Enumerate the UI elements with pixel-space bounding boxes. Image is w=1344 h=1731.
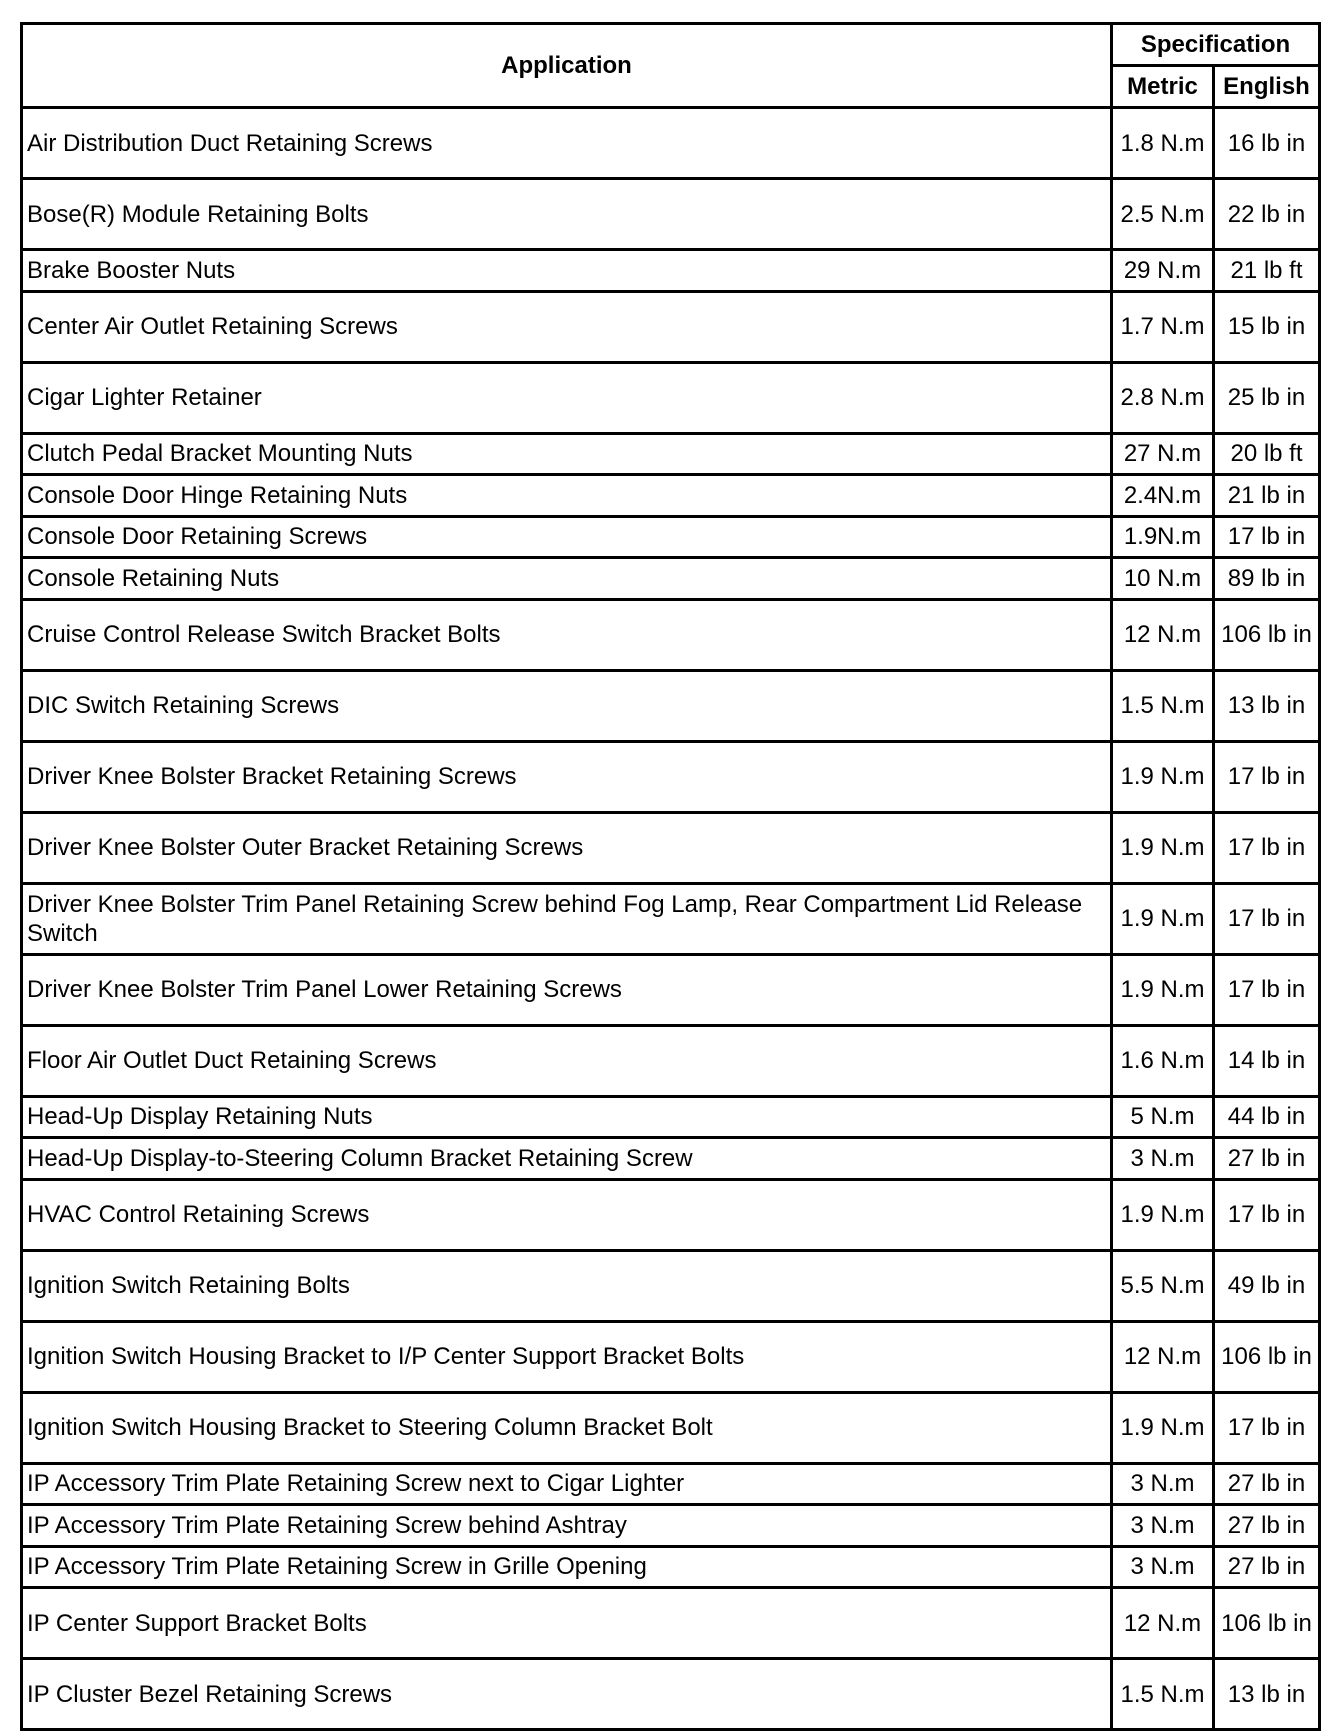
application-cell: Driver Knee Bolster Outer Bracket Retaining Screws xyxy=(22,812,1112,883)
application-cell: Driver Knee Bolster Trim Panel Retaining Screw behind Fog Lamp, Rear Compartment Lid Release Switch xyxy=(22,883,1112,954)
application-cell: Console Door Hinge Retaining Nuts xyxy=(22,475,1112,517)
metric-cell: 1.9 N.m xyxy=(1112,1392,1214,1463)
metric-cell: 2.5 N.m xyxy=(1112,179,1214,250)
english-cell: 17 lb in xyxy=(1214,883,1320,954)
application-cell: Air Distribution Duct Retaining Screws xyxy=(22,108,1112,179)
metric-cell: 1.9 N.m xyxy=(1112,883,1214,954)
application-cell: Brake Booster Nuts xyxy=(22,250,1112,292)
specification-header: Specification xyxy=(1112,24,1320,66)
metric-cell: 3 N.m xyxy=(1112,1505,1214,1547)
metric-cell: 1.8 N.m xyxy=(1112,108,1214,179)
table-row xyxy=(22,1179,1320,1250)
table-row xyxy=(22,433,1320,475)
english-cell: 106 lb in xyxy=(1214,599,1320,670)
table-row xyxy=(22,362,1320,433)
english-cell: 13 lb in xyxy=(1214,670,1320,741)
english-cell: 17 lb in xyxy=(1214,954,1320,1025)
application-cell: Ignition Switch Housing Bracket to Steering Column Bracket Bolt xyxy=(22,1392,1112,1463)
english-cell: 27 lb in xyxy=(1214,1505,1320,1547)
torque-spec-table xyxy=(20,22,1321,1731)
english-cell: 106 lb in xyxy=(1214,1588,1320,1659)
table-row xyxy=(22,1138,1320,1180)
english-cell: 17 lb in xyxy=(1214,812,1320,883)
metric-cell: 3 N.m xyxy=(1112,1546,1214,1588)
table-row xyxy=(22,599,1320,670)
application-cell: Center Air Outlet Retaining Screws xyxy=(22,291,1112,362)
metric-cell: 1.9 N.m xyxy=(1112,954,1214,1025)
table-row xyxy=(22,108,1320,179)
application-cell: IP Accessory Trim Plate Retaining Screw behind Ashtray xyxy=(22,1505,1112,1547)
metric-cell: 1.9 N.m xyxy=(1112,741,1214,812)
english-cell: 27 lb in xyxy=(1214,1546,1320,1588)
application-cell: Bose(R) Module Retaining Bolts xyxy=(22,179,1112,250)
application-cell: Cigar Lighter Retainer xyxy=(22,362,1112,433)
metric-cell: 3 N.m xyxy=(1112,1138,1214,1180)
application-cell: Driver Knee Bolster Bracket Retaining Screws xyxy=(22,741,1112,812)
table-row xyxy=(22,1546,1320,1588)
application-cell: Ignition Switch Retaining Bolts xyxy=(22,1250,1112,1321)
english-cell: 13 lb in xyxy=(1214,1659,1320,1730)
metric-cell: 1.9N.m xyxy=(1112,516,1214,558)
table-row xyxy=(22,1588,1320,1659)
table-header xyxy=(22,24,1320,108)
table-row xyxy=(22,1096,1320,1138)
english-cell: 17 lb in xyxy=(1214,1392,1320,1463)
application-cell: Cruise Control Release Switch Bracket Bolts xyxy=(22,599,1112,670)
metric-cell: 12 N.m xyxy=(1112,1321,1214,1392)
application-cell: IP Accessory Trim Plate Retaining Screw next to Cigar Lighter xyxy=(22,1463,1112,1505)
application-cell: Ignition Switch Housing Bracket to I/P Center Support Bracket Bolts xyxy=(22,1321,1112,1392)
english-cell: 44 lb in xyxy=(1214,1096,1320,1138)
table-row xyxy=(22,1392,1320,1463)
english-cell: 15 lb in xyxy=(1214,291,1320,362)
table-row xyxy=(22,179,1320,250)
application-cell: Head-Up Display Retaining Nuts xyxy=(22,1096,1112,1138)
metric-cell: 1.9 N.m xyxy=(1112,812,1214,883)
application-cell: Console Door Retaining Screws xyxy=(22,516,1112,558)
table-row xyxy=(22,558,1320,600)
english-cell: 22 lb in xyxy=(1214,179,1320,250)
metric-cell: 2.8 N.m xyxy=(1112,362,1214,433)
application-cell: IP Center Support Bracket Bolts xyxy=(22,1588,1112,1659)
english-cell: 20 lb ft xyxy=(1214,433,1320,475)
metric-header: Metric xyxy=(1112,66,1214,108)
metric-cell: 1.7 N.m xyxy=(1112,291,1214,362)
english-cell: 27 lb in xyxy=(1214,1138,1320,1180)
application-cell: HVAC Control Retaining Screws xyxy=(22,1179,1112,1250)
table-row xyxy=(22,883,1320,954)
metric-cell: 5.5 N.m xyxy=(1112,1250,1214,1321)
english-cell: 21 lb in xyxy=(1214,475,1320,517)
metric-cell: 2.4N.m xyxy=(1112,475,1214,517)
application-cell: Clutch Pedal Bracket Mounting Nuts xyxy=(22,433,1112,475)
application-cell: DIC Switch Retaining Screws xyxy=(22,670,1112,741)
english-cell: 17 lb in xyxy=(1214,1179,1320,1250)
metric-cell: 1.5 N.m xyxy=(1112,1659,1214,1730)
english-cell: 25 lb in xyxy=(1214,362,1320,433)
table-row xyxy=(22,516,1320,558)
application-header: Application xyxy=(22,24,1112,108)
english-cell: 17 lb in xyxy=(1214,741,1320,812)
metric-cell: 3 N.m xyxy=(1112,1463,1214,1505)
english-cell: 27 lb in xyxy=(1214,1463,1320,1505)
application-cell: IP Accessory Trim Plate Retaining Screw in Grille Opening xyxy=(22,1546,1112,1588)
metric-cell: 1.5 N.m xyxy=(1112,670,1214,741)
table-row xyxy=(22,475,1320,517)
metric-cell: 5 N.m xyxy=(1112,1096,1214,1138)
table-row xyxy=(22,250,1320,292)
metric-cell: 29 N.m xyxy=(1112,250,1214,292)
metric-cell: 10 N.m xyxy=(1112,558,1214,600)
english-cell: 16 lb in xyxy=(1214,108,1320,179)
metric-cell: 27 N.m xyxy=(1112,433,1214,475)
table-row xyxy=(22,291,1320,362)
table-row xyxy=(22,670,1320,741)
english-cell: 106 lb in xyxy=(1214,1321,1320,1392)
table-row xyxy=(22,954,1320,1025)
application-cell: Driver Knee Bolster Trim Panel Lower Retaining Screws xyxy=(22,954,1112,1025)
table-body xyxy=(22,108,1320,1730)
table-row xyxy=(22,1463,1320,1505)
application-cell: Floor Air Outlet Duct Retaining Screws xyxy=(22,1025,1112,1096)
application-cell: IP Cluster Bezel Retaining Screws xyxy=(22,1659,1112,1730)
table-row xyxy=(22,1659,1320,1730)
metric-cell: 12 N.m xyxy=(1112,599,1214,670)
application-cell: Head-Up Display-to-Steering Column Bracket Retaining Screw xyxy=(22,1138,1112,1180)
english-cell: 17 lb in xyxy=(1214,516,1320,558)
metric-cell: 1.6 N.m xyxy=(1112,1025,1214,1096)
english-cell: 89 lb in xyxy=(1214,558,1320,600)
english-header: English xyxy=(1214,66,1320,108)
table-row xyxy=(22,741,1320,812)
english-cell: 49 lb in xyxy=(1214,1250,1320,1321)
english-cell: 21 lb ft xyxy=(1214,250,1320,292)
metric-cell: 12 N.m xyxy=(1112,1588,1214,1659)
table-row xyxy=(22,1025,1320,1096)
english-cell: 14 lb in xyxy=(1214,1025,1320,1096)
table-row xyxy=(22,1505,1320,1547)
table-row xyxy=(22,1321,1320,1392)
table-row xyxy=(22,1250,1320,1321)
table-row xyxy=(22,812,1320,883)
metric-cell: 1.9 N.m xyxy=(1112,1179,1214,1250)
application-cell: Console Retaining Nuts xyxy=(22,558,1112,600)
